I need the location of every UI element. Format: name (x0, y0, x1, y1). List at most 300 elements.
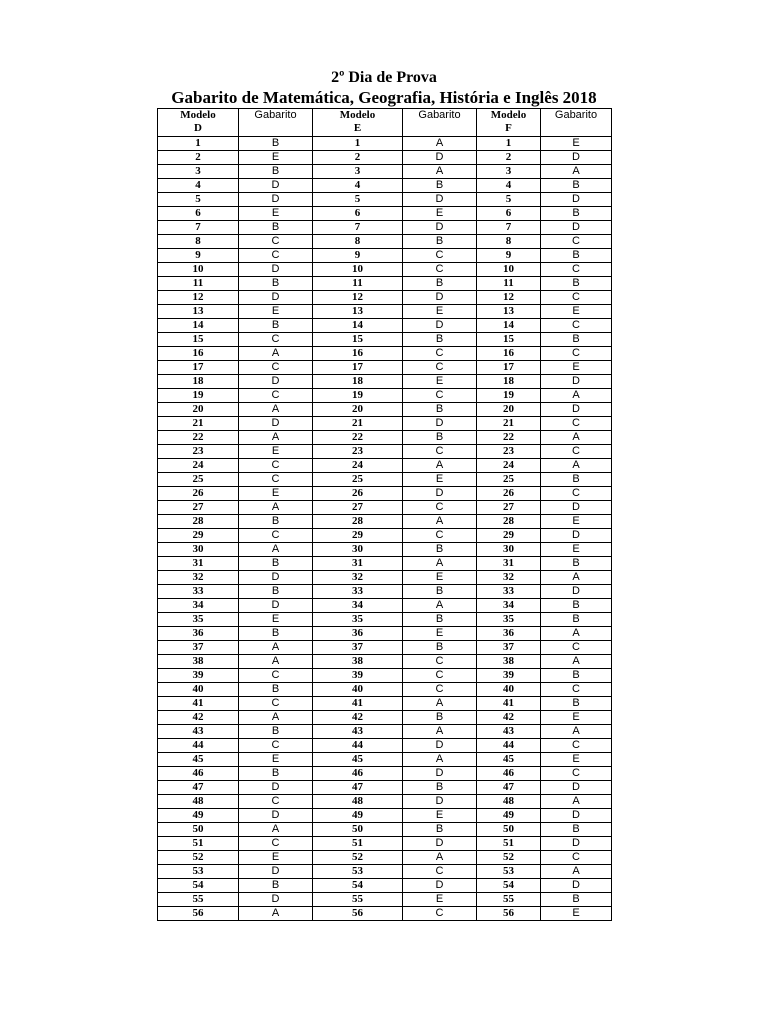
question-number-f: 25 (477, 473, 541, 487)
answer-e: C (403, 683, 477, 697)
question-number-e: 26 (313, 487, 403, 501)
answer-d: C (239, 669, 313, 683)
table-row (158, 907, 612, 921)
answer-d: B (239, 879, 313, 893)
table-row (158, 711, 612, 725)
answer-f: B (541, 557, 612, 571)
question-number-d: 48 (158, 795, 239, 809)
question-number-f: 55 (477, 893, 541, 907)
question-number-f: 50 (477, 823, 541, 837)
answer-d: C (239, 473, 313, 487)
question-number-f: 2 (477, 151, 541, 165)
question-number-e: 36 (313, 627, 403, 641)
question-number-e: 5 (313, 193, 403, 207)
question-number-e: 23 (313, 445, 403, 459)
answer-e: B (403, 277, 477, 291)
answer-f: C (541, 291, 612, 305)
answer-d: B (239, 725, 313, 739)
table-row (158, 543, 612, 557)
question-number-d: 45 (158, 753, 239, 767)
answer-d: E (239, 613, 313, 627)
answer-f: C (541, 683, 612, 697)
question-number-e: 41 (313, 697, 403, 711)
question-number-e: 7 (313, 221, 403, 235)
answer-d: C (239, 795, 313, 809)
table-row (158, 753, 612, 767)
answer-f: E (541, 137, 612, 151)
answer-d: E (239, 305, 313, 319)
answer-e: B (403, 613, 477, 627)
answer-f: D (541, 781, 612, 795)
table-row (158, 893, 612, 907)
question-number-e: 46 (313, 767, 403, 781)
answer-d: B (239, 277, 313, 291)
question-number-e: 19 (313, 389, 403, 403)
question-number-e: 30 (313, 543, 403, 557)
answer-d: A (239, 543, 313, 557)
answer-e: D (403, 417, 477, 431)
question-number-e: 31 (313, 557, 403, 571)
question-number-f: 22 (477, 431, 541, 445)
answer-f: B (541, 333, 612, 347)
answer-d: E (239, 151, 313, 165)
question-number-e: 49 (313, 809, 403, 823)
question-number-d: 2 (158, 151, 239, 165)
question-number-e: 12 (313, 291, 403, 305)
answer-f: D (541, 151, 612, 165)
answer-f: C (541, 851, 612, 865)
question-number-e: 45 (313, 753, 403, 767)
question-number-e: 32 (313, 571, 403, 585)
question-number-d: 41 (158, 697, 239, 711)
answer-d: A (239, 403, 313, 417)
table-row (158, 403, 612, 417)
answer-e: B (403, 585, 477, 599)
table-row (158, 333, 612, 347)
answer-d: C (239, 739, 313, 753)
question-number-f: 5 (477, 193, 541, 207)
answer-e: D (403, 837, 477, 851)
table-row (158, 515, 612, 529)
table-row (158, 585, 612, 599)
answer-e: E (403, 305, 477, 319)
question-number-d: 55 (158, 893, 239, 907)
answer-d: D (239, 781, 313, 795)
question-number-e: 4 (313, 179, 403, 193)
question-number-f: 36 (477, 627, 541, 641)
table-row (158, 781, 612, 795)
answer-e: A (403, 753, 477, 767)
table-row (158, 319, 612, 333)
answer-d: A (239, 711, 313, 725)
answer-key-table (157, 108, 612, 921)
gabarito-f-header: Gabarito (541, 109, 612, 137)
answer-d: D (239, 599, 313, 613)
answer-d: E (239, 445, 313, 459)
table-row (158, 767, 612, 781)
answer-e: E (403, 207, 477, 221)
answer-e: E (403, 375, 477, 389)
question-number-d: 44 (158, 739, 239, 753)
question-number-f: 30 (477, 543, 541, 557)
question-number-e: 44 (313, 739, 403, 753)
question-number-e: 15 (313, 333, 403, 347)
question-number-d: 53 (158, 865, 239, 879)
question-number-f: 17 (477, 361, 541, 375)
question-number-f: 24 (477, 459, 541, 473)
answer-d: C (239, 529, 313, 543)
answer-e: D (403, 319, 477, 333)
question-number-d: 31 (158, 557, 239, 571)
question-number-e: 51 (313, 837, 403, 851)
answer-e: C (403, 669, 477, 683)
answer-d: A (239, 641, 313, 655)
answer-d: A (239, 655, 313, 669)
table-row (158, 697, 612, 711)
answer-d: B (239, 137, 313, 151)
question-number-d: 38 (158, 655, 239, 669)
answer-e: C (403, 865, 477, 879)
question-number-e: 11 (313, 277, 403, 291)
answer-d: C (239, 697, 313, 711)
answer-d: D (239, 193, 313, 207)
question-number-d: 1 (158, 137, 239, 151)
question-number-e: 55 (313, 893, 403, 907)
question-number-e: 20 (313, 403, 403, 417)
answer-f: B (541, 697, 612, 711)
question-number-d: 34 (158, 599, 239, 613)
question-number-f: 33 (477, 585, 541, 599)
question-number-f: 45 (477, 753, 541, 767)
answer-d: A (239, 501, 313, 515)
question-number-e: 25 (313, 473, 403, 487)
answer-e: C (403, 907, 477, 921)
answer-f: A (541, 725, 612, 739)
answer-e: C (403, 347, 477, 361)
answer-f: A (541, 165, 612, 179)
answer-e: B (403, 235, 477, 249)
question-number-d: 47 (158, 781, 239, 795)
question-number-f: 52 (477, 851, 541, 865)
question-number-d: 42 (158, 711, 239, 725)
answer-d: C (239, 361, 313, 375)
answer-e: D (403, 767, 477, 781)
question-number-f: 10 (477, 263, 541, 277)
question-number-f: 42 (477, 711, 541, 725)
question-number-d: 7 (158, 221, 239, 235)
question-number-d: 51 (158, 837, 239, 851)
answer-f: C (541, 445, 612, 459)
table-row (158, 683, 612, 697)
answer-f: A (541, 431, 612, 445)
answer-e: C (403, 263, 477, 277)
table-row (158, 669, 612, 683)
answer-e: E (403, 893, 477, 907)
question-number-d: 6 (158, 207, 239, 221)
question-number-d: 36 (158, 627, 239, 641)
table-row (158, 641, 612, 655)
answer-e: A (403, 137, 477, 151)
answer-d: D (239, 263, 313, 277)
table-row (158, 529, 612, 543)
table-row (158, 431, 612, 445)
table-row (158, 277, 612, 291)
table-row (158, 249, 612, 263)
question-number-f: 14 (477, 319, 541, 333)
answer-d: B (239, 557, 313, 571)
answer-f: A (541, 389, 612, 403)
page-heading-day: 2º Dia de Prova (331, 69, 437, 86)
question-number-d: 56 (158, 907, 239, 921)
answer-d: D (239, 291, 313, 305)
answer-e: C (403, 389, 477, 403)
question-number-f: 19 (477, 389, 541, 403)
answer-d: D (239, 179, 313, 193)
question-number-f: 8 (477, 235, 541, 249)
answer-d: D (239, 375, 313, 389)
answer-e: B (403, 431, 477, 445)
question-number-f: 16 (477, 347, 541, 361)
answer-e: A (403, 515, 477, 529)
answer-e: A (403, 697, 477, 711)
answer-f: A (541, 865, 612, 879)
question-number-e: 13 (313, 305, 403, 319)
answer-e: B (403, 823, 477, 837)
answer-f: B (541, 277, 612, 291)
question-number-d: 17 (158, 361, 239, 375)
answer-d: A (239, 823, 313, 837)
answer-f: C (541, 319, 612, 333)
question-number-f: 29 (477, 529, 541, 543)
question-number-f: 54 (477, 879, 541, 893)
question-number-d: 29 (158, 529, 239, 543)
question-number-e: 50 (313, 823, 403, 837)
answer-e: E (403, 627, 477, 641)
question-number-d: 26 (158, 487, 239, 501)
table-row (158, 459, 612, 473)
question-number-d: 27 (158, 501, 239, 515)
answer-f: C (541, 487, 612, 501)
table-row (158, 445, 612, 459)
answer-e: E (403, 473, 477, 487)
answer-e: D (403, 795, 477, 809)
answer-e: E (403, 571, 477, 585)
table-row (158, 627, 612, 641)
answer-d: C (239, 333, 313, 347)
answer-d: D (239, 571, 313, 585)
answer-e: B (403, 781, 477, 795)
answer-f: B (541, 249, 612, 263)
answer-d: B (239, 767, 313, 781)
table-row (158, 795, 612, 809)
question-number-d: 32 (158, 571, 239, 585)
answer-f: E (541, 305, 612, 319)
table-row (158, 417, 612, 431)
table-header-row (158, 109, 612, 137)
question-number-f: 34 (477, 599, 541, 613)
answer-d: E (239, 851, 313, 865)
question-number-e: 16 (313, 347, 403, 361)
question-number-e: 37 (313, 641, 403, 655)
answer-f: E (541, 515, 612, 529)
question-number-e: 27 (313, 501, 403, 515)
table-row (158, 557, 612, 571)
answer-d: C (239, 249, 313, 263)
answer-f: C (541, 739, 612, 753)
question-number-f: 40 (477, 683, 541, 697)
answer-d: C (239, 235, 313, 249)
table-row (158, 823, 612, 837)
answer-e: D (403, 879, 477, 893)
answer-d: C (239, 389, 313, 403)
question-number-f: 49 (477, 809, 541, 823)
question-number-d: 43 (158, 725, 239, 739)
question-number-d: 54 (158, 879, 239, 893)
answer-d: A (239, 907, 313, 921)
answer-f: D (541, 375, 612, 389)
answer-e: E (403, 809, 477, 823)
question-number-f: 15 (477, 333, 541, 347)
table-row (158, 347, 612, 361)
question-number-e: 56 (313, 907, 403, 921)
question-number-d: 18 (158, 375, 239, 389)
answer-f: B (541, 893, 612, 907)
answer-d: B (239, 221, 313, 235)
table-row (158, 263, 612, 277)
answer-f: E (541, 543, 612, 557)
table-row (158, 375, 612, 389)
question-number-f: 3 (477, 165, 541, 179)
table-row (158, 851, 612, 865)
answer-f: C (541, 767, 612, 781)
question-number-d: 9 (158, 249, 239, 263)
answer-e: C (403, 501, 477, 515)
table-row (158, 179, 612, 193)
answer-d: B (239, 165, 313, 179)
question-number-d: 20 (158, 403, 239, 417)
question-number-d: 12 (158, 291, 239, 305)
question-number-e: 38 (313, 655, 403, 669)
answer-d: B (239, 683, 313, 697)
question-number-f: 39 (477, 669, 541, 683)
answer-e: D (403, 739, 477, 753)
question-number-d: 52 (158, 851, 239, 865)
question-number-d: 10 (158, 263, 239, 277)
question-number-f: 4 (477, 179, 541, 193)
answer-f: D (541, 879, 612, 893)
answer-d: A (239, 347, 313, 361)
question-number-d: 15 (158, 333, 239, 347)
answer-f: D (541, 585, 612, 599)
answer-d: C (239, 459, 313, 473)
question-number-d: 49 (158, 809, 239, 823)
question-number-e: 8 (313, 235, 403, 249)
answer-f: B (541, 613, 612, 627)
question-number-f: 51 (477, 837, 541, 851)
question-number-e: 40 (313, 683, 403, 697)
answer-f: D (541, 809, 612, 823)
question-number-d: 39 (158, 669, 239, 683)
question-number-e: 2 (313, 151, 403, 165)
table-row (158, 501, 612, 515)
answer-e: B (403, 711, 477, 725)
question-number-f: 35 (477, 613, 541, 627)
answer-f: D (541, 221, 612, 235)
answer-f: C (541, 263, 612, 277)
table-row (158, 655, 612, 669)
answer-e: A (403, 557, 477, 571)
model-d-header: Modelo D (158, 109, 239, 137)
answer-e: D (403, 221, 477, 235)
question-number-e: 9 (313, 249, 403, 263)
question-number-e: 14 (313, 319, 403, 333)
answer-e: A (403, 851, 477, 865)
answer-e: D (403, 193, 477, 207)
answer-f: D (541, 501, 612, 515)
answer-e: D (403, 291, 477, 305)
table-row (158, 305, 612, 319)
table-row (158, 739, 612, 753)
answer-f: C (541, 417, 612, 431)
question-number-e: 24 (313, 459, 403, 473)
question-number-f: 37 (477, 641, 541, 655)
question-number-d: 46 (158, 767, 239, 781)
answer-e: B (403, 179, 477, 193)
question-number-f: 1 (477, 137, 541, 151)
question-number-f: 41 (477, 697, 541, 711)
answer-f: C (541, 347, 612, 361)
answer-d: D (239, 417, 313, 431)
table-row (158, 865, 612, 879)
answer-f: A (541, 795, 612, 809)
answer-d: D (239, 865, 313, 879)
question-number-e: 35 (313, 613, 403, 627)
question-number-d: 21 (158, 417, 239, 431)
answer-f: A (541, 459, 612, 473)
question-number-d: 35 (158, 613, 239, 627)
table-row (158, 207, 612, 221)
table-row (158, 137, 612, 151)
answer-d: B (239, 585, 313, 599)
answer-e: C (403, 249, 477, 263)
question-number-d: 8 (158, 235, 239, 249)
table-row (158, 473, 612, 487)
question-number-d: 30 (158, 543, 239, 557)
answer-f: E (541, 753, 612, 767)
answer-d: B (239, 515, 313, 529)
answer-e: A (403, 599, 477, 613)
question-number-e: 10 (313, 263, 403, 277)
question-number-f: 23 (477, 445, 541, 459)
question-number-f: 38 (477, 655, 541, 669)
table-row (158, 613, 612, 627)
question-number-d: 50 (158, 823, 239, 837)
table-row (158, 725, 612, 739)
question-number-f: 12 (477, 291, 541, 305)
question-number-f: 18 (477, 375, 541, 389)
question-number-e: 39 (313, 669, 403, 683)
answer-f: E (541, 907, 612, 921)
answer-d: E (239, 753, 313, 767)
question-number-e: 33 (313, 585, 403, 599)
question-number-d: 4 (158, 179, 239, 193)
table-row (158, 571, 612, 585)
question-number-e: 53 (313, 865, 403, 879)
answer-f: D (541, 193, 612, 207)
table-row (158, 837, 612, 851)
answer-e: C (403, 445, 477, 459)
answer-d: E (239, 487, 313, 501)
